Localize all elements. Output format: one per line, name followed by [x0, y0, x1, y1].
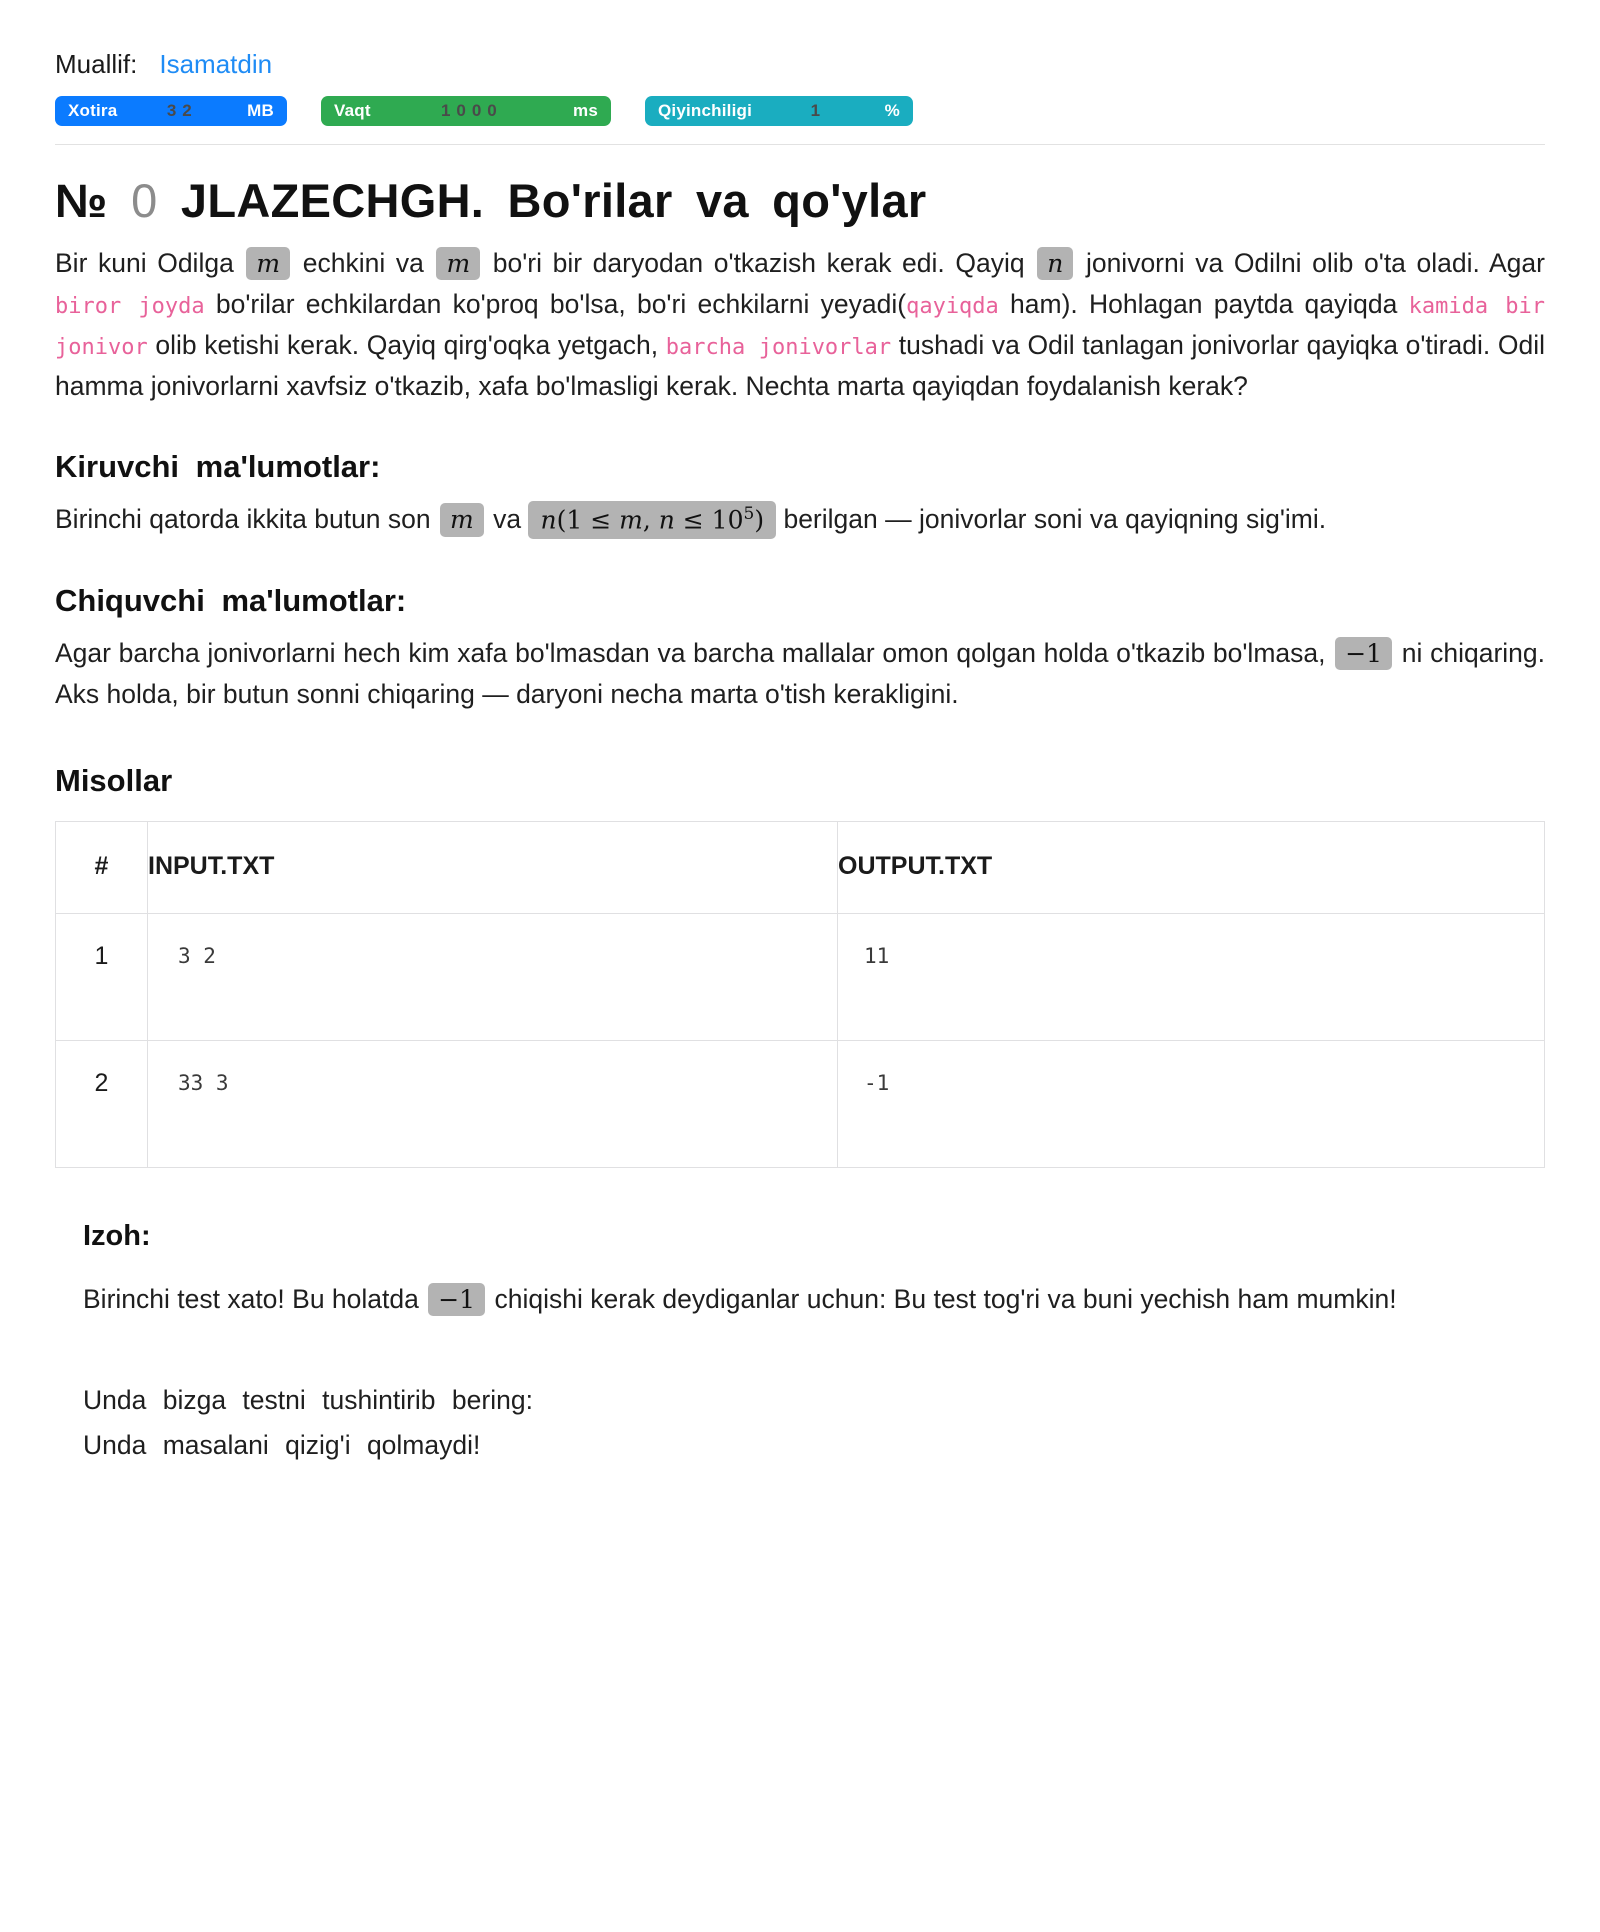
statement-text-4: jonivorni va Odilni olib o'ta oladi. Agar — [1085, 248, 1545, 279]
statement-text-8: tushadi va Odil tanlagan jonivorlar qayiqka o'tiradi. Odil hamma jonivorlarni xavfsiz o'tkazib, xafa bo'lmasligi kerak. Nechta marta qayiqdan foydalanish kerak? — [55, 330, 1545, 402]
formula-close: ) — [754, 505, 765, 535]
input-section-paragraph — [55, 499, 1545, 540]
header-divider — [55, 144, 1545, 145]
column-header-index: # — [56, 821, 148, 913]
column-header-input: INPUT.TXT — [148, 821, 838, 913]
output-section-paragraph — [55, 633, 1545, 715]
row-index: 1 — [56, 913, 148, 1040]
problem-number-value: 0 — [131, 173, 158, 227]
math-var-m1: m — [246, 247, 290, 280]
formula-exponent: 5 — [743, 504, 755, 525]
examples-heading: Misollar — [55, 762, 173, 798]
time-badge-unit: ms — [573, 100, 598, 120]
output-text-1: Agar barcha jonivorlarni hech kim xafa bo'lmasdan va barcha mallalar omon qolgan holda o'tkazib bo'lmasa, — [55, 637, 1326, 668]
output-text-2: ni chiqaring. Aks holda, bir butun sonni chiqaring — daryoni necha marta o'tish kerakligini. — [55, 637, 1545, 709]
code-span-qayiqda: qayiqda — [906, 294, 999, 320]
notes-paragraph-3: Unda masalani qizig'i qolmaydi! — [83, 1429, 481, 1460]
row-index: 2 — [56, 1040, 148, 1167]
memory-badge-unit: MB — [247, 100, 274, 120]
row-input-value: 33 3 — [148, 1040, 838, 1167]
math-var-m2: m — [436, 247, 480, 280]
problem-title-text: JLAZECHGH. Bo'rilar va qo'ylar — [180, 173, 927, 227]
table-row — [56, 1040, 1545, 1167]
statement-paragraph — [55, 243, 1545, 407]
formula-open: (1 ≤ — [556, 505, 620, 535]
input-text-2: va — [493, 504, 522, 535]
notes-paragraph-2: Unda bizga testni tushintirib bering: — [83, 1384, 533, 1415]
notes-heading: Izoh: — [83, 1219, 151, 1252]
math-value-minus-one-note: −1 — [428, 1283, 485, 1316]
notes-section — [55, 1220, 1545, 1466]
author-row — [55, 0, 1545, 82]
formula-le: ≤ 10 — [674, 505, 744, 535]
notes-spacer — [83, 1320, 1545, 1354]
statement-text-2: echkini va — [302, 248, 424, 279]
time-badge-label: Vaqt — [334, 100, 371, 120]
difficulty-badge — [645, 96, 913, 126]
math-value-minus-one: −1 — [1335, 637, 1392, 670]
statement-text-5: bo'rilar echkilardan ko'proq bo'lsa, bo'ri echkilarni yeyadi( — [215, 289, 907, 320]
memory-badge-value: 32 — [166, 100, 198, 120]
memory-limit-badge — [55, 96, 287, 126]
notes-text-1: Birinchi test xato! Bu holatda — [83, 1283, 419, 1314]
page-title — [55, 173, 1545, 229]
code-span-barcha-jonivorlar: barcha jonivorlar — [665, 335, 892, 361]
memory-badge-label: Xotira — [68, 100, 118, 120]
row-output-value: -1 — [838, 1040, 1545, 1167]
difficulty-badge-value: 1 — [810, 100, 827, 120]
code-span-biror-joyda: biror joyda — [55, 294, 205, 320]
statement-text-7: olib ketishi kerak. Qayiq qirg'oqka yetgach, — [155, 330, 659, 361]
author-link[interactable]: Isamatdin — [159, 49, 273, 79]
math-var-n1: n — [1037, 247, 1073, 280]
math-var-m3: m — [440, 503, 484, 536]
input-section-heading: Kiruvchi ma'lumotlar: — [55, 449, 381, 485]
formula-var-n1: n — [540, 505, 557, 535]
difficulty-badge-label: Qiyinchiligi — [658, 100, 753, 120]
output-section-heading: Chiquvchi ma'lumotlar: — [55, 582, 407, 618]
input-text-1: Birinchi qatorda ikkita butun son — [55, 504, 431, 535]
formula-comma: , — [642, 505, 659, 535]
formula-var-m: m — [619, 505, 643, 535]
difficulty-badge-unit: % — [884, 100, 900, 120]
code-span-kamida-bir-jonivor: kamida bir jonivor — [55, 294, 1545, 361]
input-text-3: berilgan — jonivorlar soni va qayiqning sig'imi. — [783, 504, 1327, 535]
statement-text-6: ham). Hohlagan paytda qayiqda — [998, 289, 1398, 320]
author-label: Muallif: — [55, 49, 138, 79]
statement-text-3: bo'ri bir daryodan o'tkazish kerak edi. Qayiq — [492, 248, 1025, 279]
statement-text-1: Bir kuni Odilga — [55, 248, 234, 279]
notes-text-2: chiqishi kerak deydiganlar uchun: Bu test tog'ri va buni yechish ham mumkin! — [494, 1283, 1397, 1314]
examples-table — [55, 821, 1545, 1168]
formula-var-n2: n — [658, 505, 675, 535]
math-constraint-formula — [528, 501, 776, 539]
table-header-row — [56, 821, 1545, 913]
row-output-value: 11 — [838, 913, 1545, 1040]
problem-meta-badges — [55, 96, 1545, 144]
column-header-output: OUTPUT.TXT — [838, 821, 1545, 913]
problem-number-symbol: № — [55, 173, 108, 227]
table-row — [56, 913, 1545, 1040]
time-limit-badge — [321, 96, 611, 126]
notes-paragraph-1 — [83, 1279, 1545, 1320]
time-badge-value: 1000 — [440, 100, 503, 120]
row-input-value: 3 2 — [148, 913, 838, 1040]
